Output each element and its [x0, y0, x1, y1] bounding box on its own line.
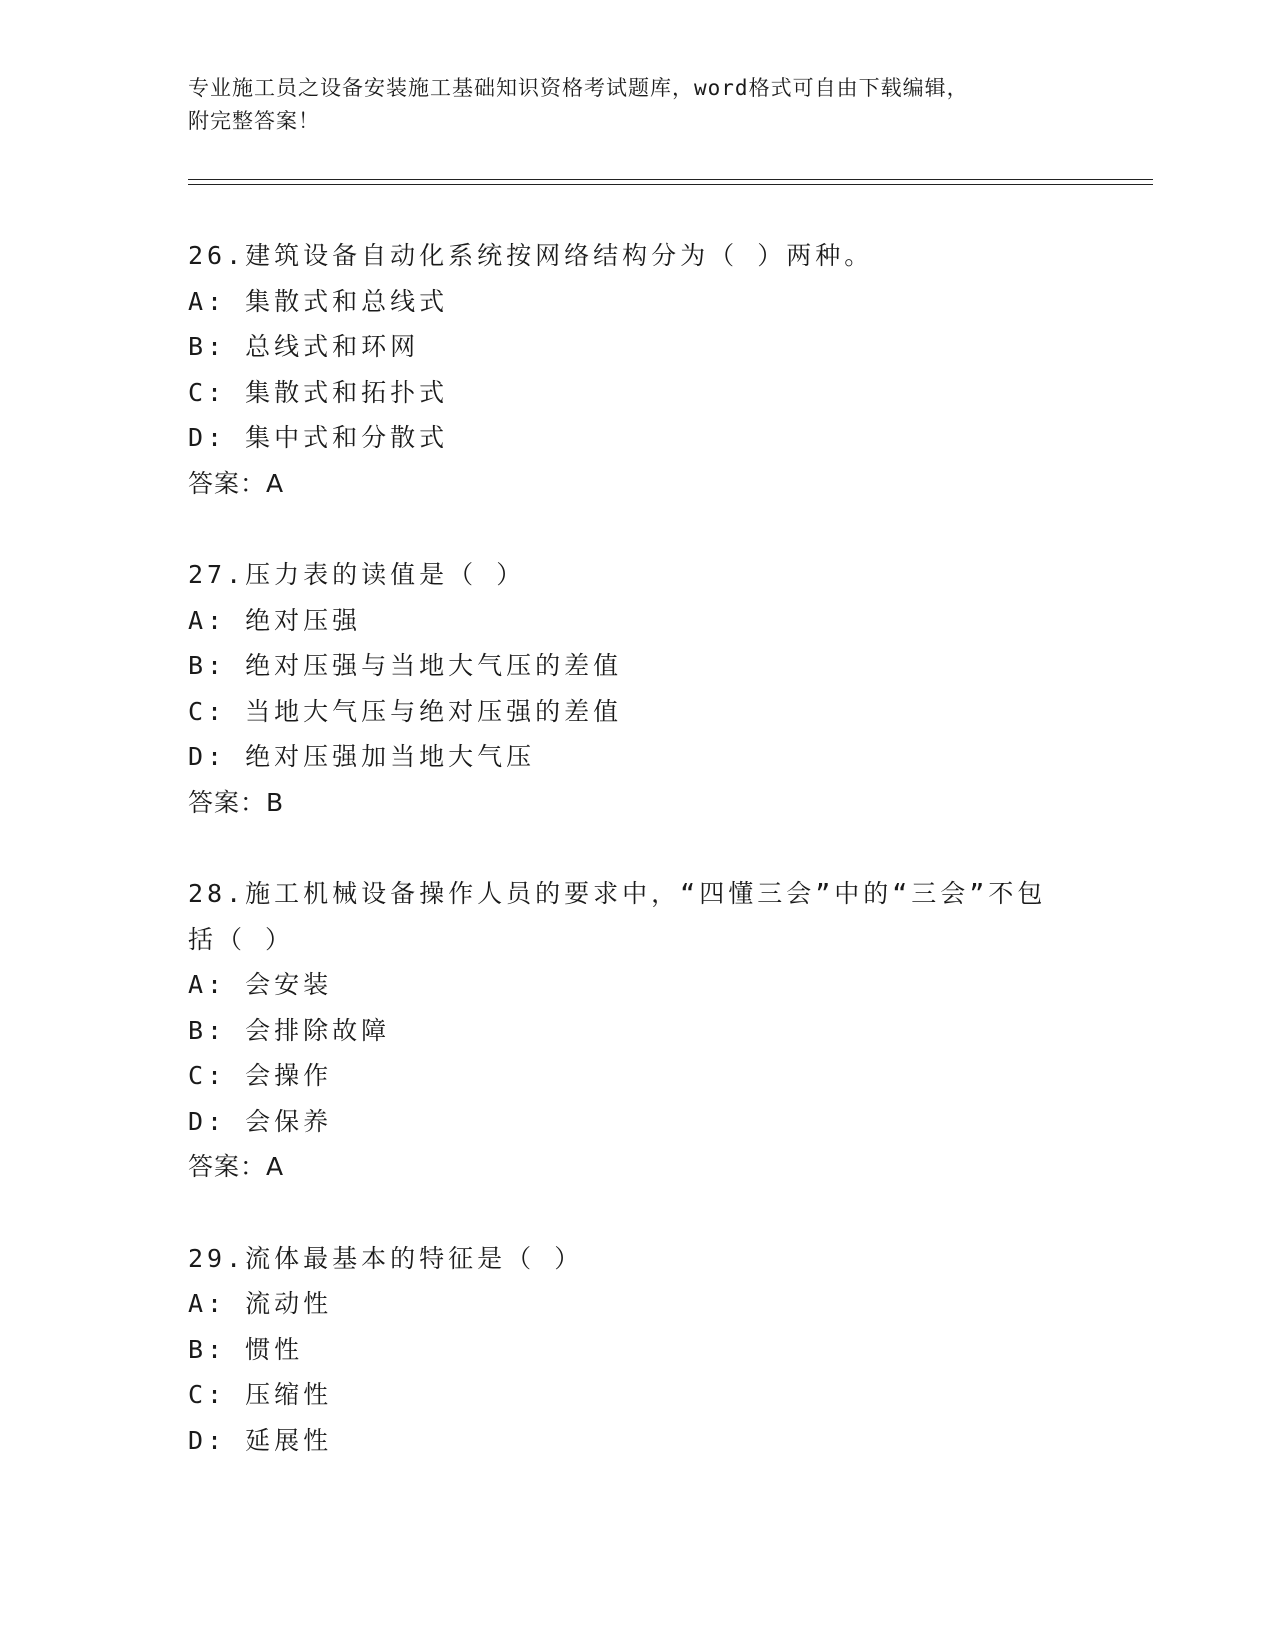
option-d: D: 延展性 [188, 1425, 333, 1455]
header-line-1: 专业施工员之设备安装施工基础知识资格考试题库，word格式可自由下载编辑， [188, 76, 969, 100]
option-a: A: 集散式和总线式 [188, 286, 449, 316]
question-text: 27.压力表的读值是（ ） [188, 560, 526, 589]
option-d: D: 绝对压强加当地大气压 [188, 742, 536, 771]
question-27 [188, 552, 1153, 825]
question-list [188, 233, 1153, 1509]
header-line-2: 附完整答案！ [188, 109, 320, 133]
option-d: D: 会保养 [188, 1106, 333, 1136]
question-28 [188, 871, 1153, 1190]
question-text: 29.流体最基本的特征是（ ） [188, 1243, 584, 1273]
header-divider-top [188, 179, 1153, 180]
document-header [188, 72, 1088, 138]
option-d: D: 集中式和分散式 [188, 423, 449, 452]
option-b: B: 总线式和环网 [188, 332, 420, 361]
question-26 [188, 233, 1153, 506]
option-a: A: 流动性 [188, 1289, 333, 1318]
option-c: C: 集散式和拓扑式 [188, 377, 449, 407]
option-c: C: 压缩性 [188, 1380, 333, 1409]
question-29 [188, 1236, 1153, 1464]
question-text: 28.施工机械设备操作人员的要求中，“四懂三会”中的“三会”不包括（ ） [188, 879, 1047, 954]
option-c: C: 当地大气压与绝对压强的差值 [188, 696, 623, 726]
option-a: A: 会安装 [188, 970, 333, 999]
header-divider-bottom [188, 184, 1153, 185]
answer-text: 答案：A [188, 1152, 285, 1181]
option-b: B: 惯性 [188, 1334, 304, 1364]
answer-text: 答案：B [188, 787, 285, 817]
option-c: C: 会操作 [188, 1061, 333, 1090]
question-text: 26.建筑设备自动化系统按网络结构分为（ ）两种。 [188, 241, 874, 270]
option-b: B: 绝对压强与当地大气压的差值 [188, 651, 623, 680]
answer-text: 答案：A [188, 468, 285, 498]
option-b: B: 会排除故障 [188, 1015, 391, 1045]
option-a: A: 绝对压强 [188, 605, 362, 635]
